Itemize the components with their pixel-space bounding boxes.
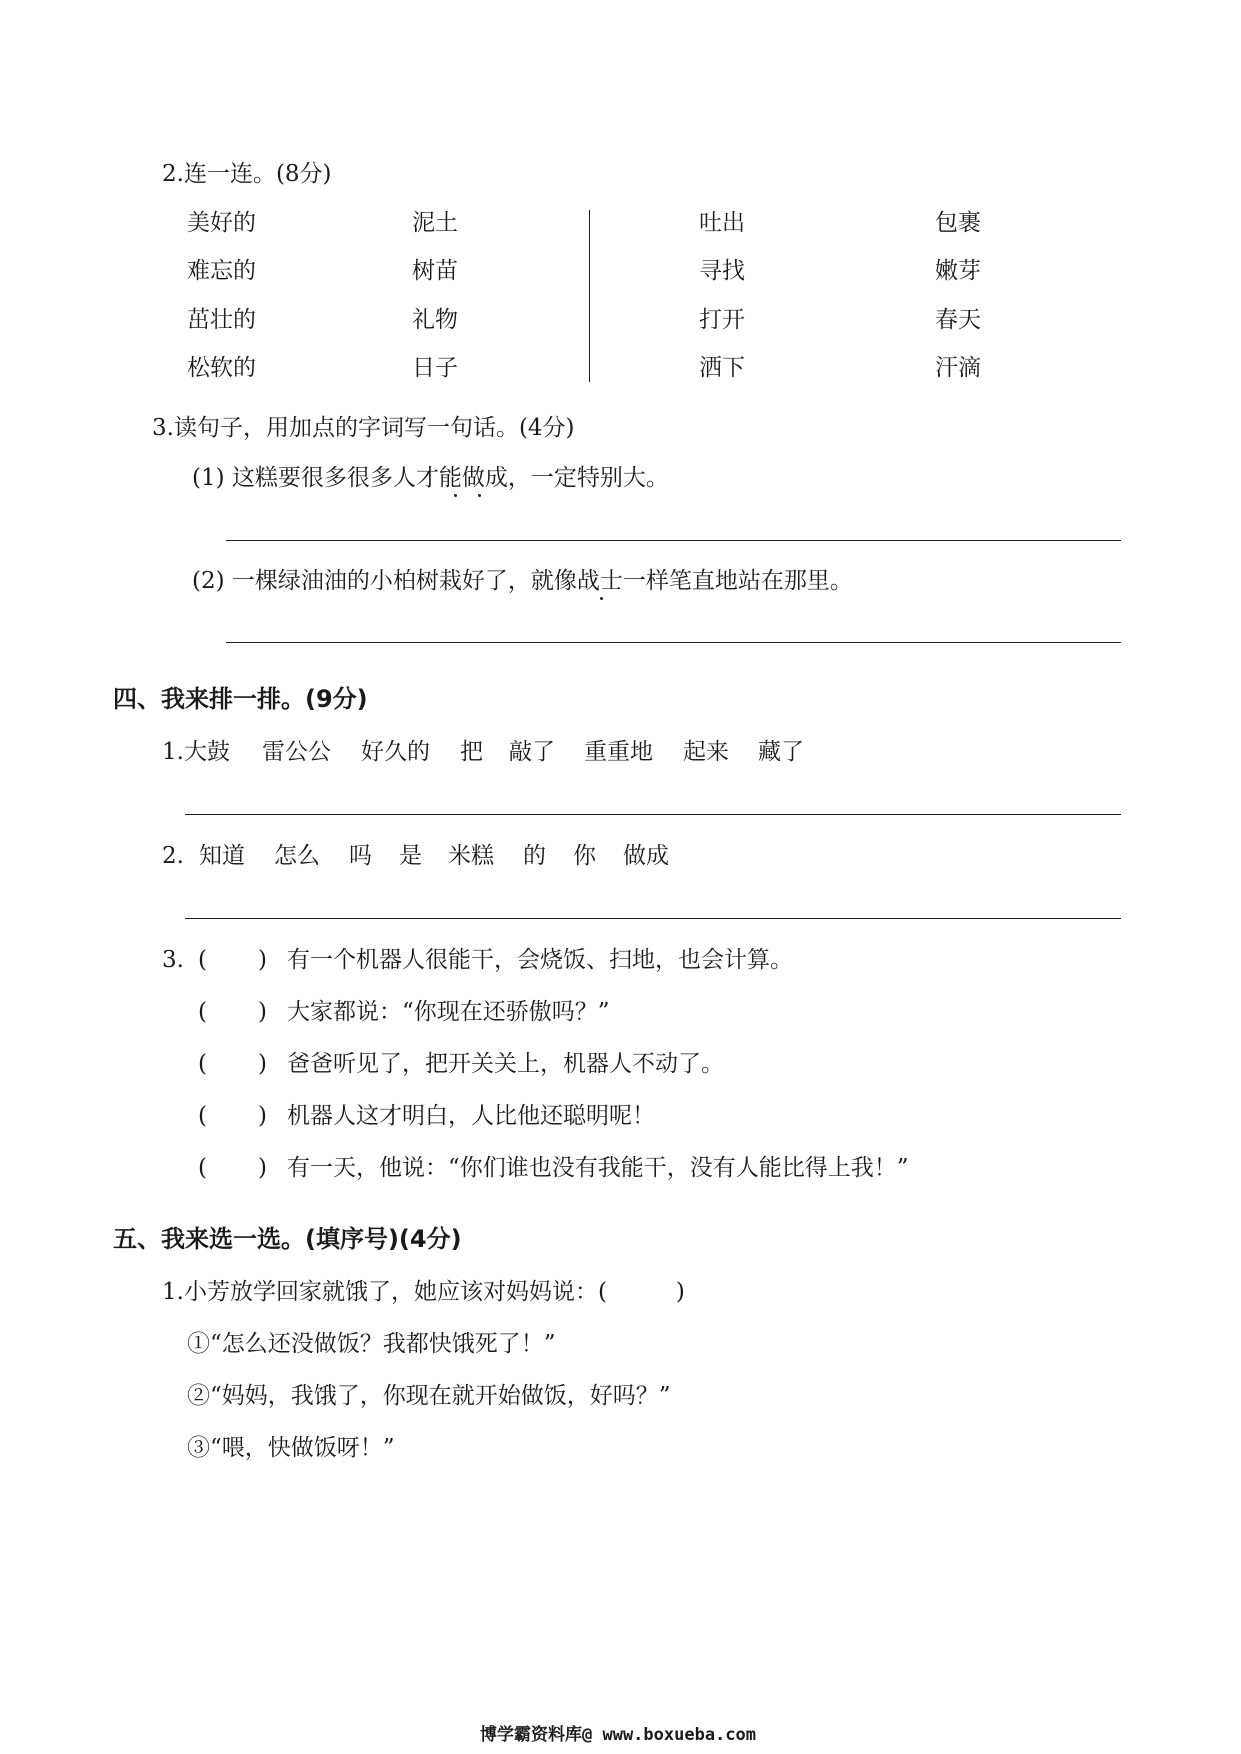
order-item: 机器人这才明白，人比他还聪明呢！ [287, 1103, 655, 1129]
match-item: 礼物 [412, 307, 458, 333]
word: 2. [162, 843, 184, 869]
word: 重重地 [584, 739, 653, 765]
word: 做成 [623, 843, 669, 869]
q1-stem: 1.小芳放学回家就饿了，她应该对妈妈说：( ) [162, 1279, 685, 1305]
answer-line[interactable] [226, 642, 1121, 643]
match-item: 寻找 [699, 258, 745, 284]
word: 是 [399, 843, 422, 869]
q3-sentence-2: (2) 一棵绿油油的小柏树栽好了，就像战士一样笔直地站在那里。 [192, 568, 853, 594]
word: 你 [573, 843, 596, 869]
option-3: ③“喂，快做饭呀！” [187, 1435, 395, 1461]
q3-label: 3. [162, 947, 184, 973]
match-item: 洒下 [699, 355, 745, 381]
option-1: ①“怎么还没做饭？我都快饿死了！” [187, 1331, 556, 1357]
order-item: 有一个机器人很能干，会烧饭、扫地，也会计算。 [287, 947, 793, 973]
bracket-close: ) [258, 1103, 267, 1129]
match-divider [589, 210, 590, 382]
bracket-close: ) [258, 947, 267, 973]
word: 藏了 [758, 739, 804, 765]
emphasis-dot [600, 597, 603, 600]
word: 1.大鼓 [162, 739, 230, 765]
word: 米糕 [448, 843, 494, 869]
match-item: 春天 [935, 307, 981, 333]
match-item: 汗滴 [935, 355, 981, 381]
bracket-open: ( [198, 1155, 207, 1181]
order-item: 爸爸听见了，把开关关上，机器人不动了。 [287, 1051, 724, 1077]
bracket-close: ) [258, 999, 267, 1025]
bracket-open: ( [198, 947, 207, 973]
word: 知道 [199, 843, 245, 869]
order-item: 大家都说：“你现在还骄傲吗？” [287, 999, 610, 1025]
match-item: 打开 [699, 307, 745, 333]
section-5-heading: 五、我来选一选。(填序号)(4分) [113, 1225, 462, 1253]
answer-line[interactable] [185, 814, 1121, 815]
word: 的 [523, 843, 546, 869]
bracket-close: ) [258, 1051, 267, 1077]
emphasis-dot [454, 494, 457, 497]
match-item: 茁壮的 [187, 307, 256, 333]
word: 雷公公 [262, 739, 331, 765]
emphasis-dot [478, 494, 481, 497]
match-item: 松软的 [187, 355, 256, 381]
word: 敲了 [509, 739, 555, 765]
bracket-open: ( [198, 1051, 207, 1077]
answer-line[interactable] [226, 540, 1121, 541]
match-item: 日子 [412, 355, 458, 381]
footer-watermark: 博学霸资料库@ www.boxueba.com [480, 1725, 756, 1745]
bracket-open: ( [198, 999, 207, 1025]
word: 好久的 [361, 739, 430, 765]
word: 把 [460, 739, 483, 765]
match-item: 难忘的 [187, 258, 256, 284]
word: 怎么 [274, 843, 320, 869]
match-item: 包裹 [935, 210, 981, 236]
bracket-close: ) [258, 1155, 267, 1181]
q3-title: 3.读句子，用加点的字词写一句话。(4分) [152, 415, 575, 441]
answer-line[interactable] [185, 918, 1121, 919]
q2-title: 2.连一连。(8分) [162, 161, 332, 187]
option-2: ②“妈妈，我饿了，你现在就开始做饭，好吗？” [187, 1383, 671, 1409]
match-item: 嫩芽 [935, 258, 981, 284]
section-4-heading: 四、我来排一排。(9分) [113, 685, 368, 713]
match-item: 美好的 [187, 210, 256, 236]
word: 起来 [683, 739, 729, 765]
match-item: 吐出 [699, 210, 745, 236]
order-item: 有一天，他说：“你们谁也没有我能干，没有人能比得上我！” [287, 1155, 909, 1181]
bracket-open: ( [198, 1103, 207, 1129]
match-item: 树苗 [412, 258, 458, 284]
match-item: 泥土 [412, 210, 458, 236]
word: 吗 [349, 843, 372, 869]
q3-sentence-1: (1) 这糕要很多很多人才能做成，一定特别大。 [192, 465, 669, 491]
